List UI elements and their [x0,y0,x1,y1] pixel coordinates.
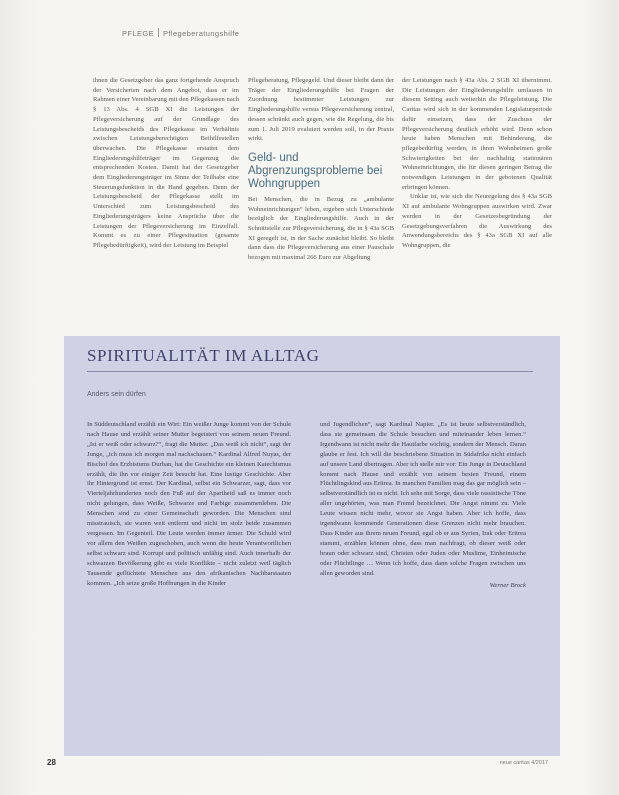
page-number: 28 [47,758,56,767]
article-paragraph: Bei Menschen, die in Bezug zu „ambulante Wohneinrichtungen“ leben, ergeben sich Unterschiede bezüglich der Eingliederungshilfe. Auch in der Schnittstelle zur Pflegeversicherung, die in § 43a SGB XI geregelt ist, in der Sache zunächst bleibt. So bleibt dann dass die Pflegeversicherung aus einer Pauschale bezogen mit maximal 266 Euro zur Abgeltung [248,195,394,262]
article-paragraph: Unklar ist, wie sich die Neuregelung des § 43a SGB XI auf ambulante Wohngruppen auswirken wird. Zwar werden in der Gesetzesbegründung der Gesetzgebungsverfahren die Auswirkung des Anwendungsbereichs des § 43a SGB XI auf alle Wohngruppen, die [402,193,552,249]
article-paragraph: Pflegeberatung, Pflegegeld. Und dieser bleibt dann der Träger der Eingliederungshilfe bei Fragen der Zuordnung bestimmter Leistungen zur Eingliederungshilfe versus Pflegeversicherung zentral, dessen schränkt auch gegen, wie die Regelung, die bis zum 1. Juli 2019 evaluiert werden soll, in der Praxis wirkt. [248,77,394,143]
box-column-left [87,420,291,750]
box-paragraph: In Süddeutschland erzählt ein Wirt: Ein weißer Junge kommt von der Schule nach Hause und erzählt seiner Mutter begeistert von seinem neuen Freund. „Ist er weiß oder schwarz?“, fragt die Mutter. „Das weiß ich nicht“, sagt der Junge, „ich muss ich morgen mal nachschauen.“ Kardinal Alfred Nuyas, der Bischof des Erzbistums Durban, hat die Geschichte ein kleinen Katechismus erzählt, die ihn vor einiger Zeit besucht hat. Eine lustige Geschichte. Aber ihr Hintergrund ist ernst. Der Kardinal, selbst ein Schwarzer, sagt, dass vor Vierteljahrhunderten noch den Fuß auf der Apartheid saß es immer noch nicht gelungen, dass Weiße, Schwarze und Farbige zusammenleben. Die Menschen sind zu einer Gemeinschaft geworden. Die Menschen sind misstrauisch, sie waren weit entfernt und nicht im stolz beide zusammen vergessen. Im Gegenteil. Die Leute werden immer ärmer. Die Schuld wird vor allem den Weißen zugeschoben, auch wenn die heute Verantwortlichen selbst schwarz sind. Korrupt und politisch unfähig sind. Auch innerhalb der schwarzen Bevölkerung gibt es viele Konflikte – nicht zuletzt weil täglich Tausende geflüchtete Menschen aus den afrikanischen Nachbarstaaten kommen. „Ich setze große Hoffnungen in die Kinder [87,421,291,587]
header-divider [158,28,159,37]
header-topic: Pflegeberatungshilfe [163,29,240,38]
box-column-right [320,420,526,750]
box-paragraph: und Jugendlichen“, sagt Kardinal Napier. „Es ist heute selbstverständlich, dass sie gemeinsam die Schule besuchen und miteinander leben lernen.“ Irgendwann ist nicht mehr die Hautfarbe wichtig, sondern der Mensch. Daran glaube er fest. Ich will die beschriebene Situation in Südafrika nicht einfach auf unsere Land übertragen. Aber ich stelle mir vor: Ein Junge in Deutschland kommt nach Hause und erzählt von seinem besten Freund, einem Flüchtlingskind aus Eritrea. In manchen Familien mag das gar möglich sein – selbstverständlich ist es nicht. Ich sehe mit Sorge, dass viele rassistische Töne aller ungehörten, was man Fremd bezeichnet. Die Angst nimmt zu. Viele Leute wissen nicht mehr, wovor sie Angst haben. Aber ich hoffe, dass irgendwann kommende Generationen diese Grenzen nicht mehr brauchen. Dass Kinder aus ihrem neuen Freund, egal ob er aus Syrien, Irak oder Eritrea stammt, erzählen können ohne, dass man nachfragt, ob dieser weiß oder braun oder schwarz sind, Christen oder Juden oder Muslime, Einheimische oder Flüchtlinge … Wenn ich hoffe, dass dann solche Fragen zwischen uns allen geworden sind. [320,421,526,577]
box-author: Werner Brock [489,581,526,589]
box-subtitle: Anders sein dürfen [87,391,146,398]
header-section: PFLEGE [122,29,154,38]
journal-footer: neue caritas 4/2017 [499,760,548,766]
box-title-rule [87,371,533,372]
article-column-2 [248,76,394,316]
running-header [122,28,239,38]
article-paragraph: der Leistungen nach § 43a Abs. 2 SGB XI übernimmt. Die Leistungen der Eingliederungshilfe umfassen in diesem Setting auch weiterhin die Pflegeleistung. Die Caritas wird sich in der kommenden Legislaturperiode dafür einsetzen, dass der Zuschuss der Pflegeversicherung deutlich erhöht wird. Denn schon heute haben Menschen mit Behinderung, die pflegebedürftig werden, in ihren Wohnheimen große Schwierigkeiten bei der nachhaltig stationären Wohneinrichtungen, die für diesen geringen Betrag die notwendigen Leistungen in der gebotenen Qualität erbringen können. [402,77,552,191]
section-heading: Geld- und Abgrenzungsprobleme bei Wohngruppen [248,151,383,190]
article-paragraph: ihnen die Gesetzgeber das ganz fortgehende Anspruch der Versicherten nach dem Angebot, dass er im Rahmen einer Vereinbarung mit den Pflegekassen nach § 13 Abs. 4 SGB XI die Leistungen der Pflegeversicherung auf der Grundlage des Leistungsbescheids des Pflegekasse im Verhältnis zwischen Leistungsberechtigten Beihilfestellen überwachen. Die Pflegekasse erstattet dem Eingliederungshilfeträger im Gegenzug die entsprechenden Kosten. Damit hat der Gesetzgeber dem Eingliederungsträger im Sinne der Teilhabe eine Steuerungsfunktion in die Hand gegeben. Denn der Leistungsbescheid der Pflegekasse stellt im Unterschied zum Leistungsbescheid des Eingliederungsträgers keine Ansprüche über die Leistungen der Pflegeversicherung im Einzelfall. Kommt es zu einer Pflegesituation (gesamte Pflegebedürftigkeit), wird der Leistung im Beispiel [93,77,239,249]
article-column-1 [93,76,239,316]
article-column-3 [402,76,552,316]
box-title: SPIRITUALITÄT IM ALLTAG [87,346,320,365]
